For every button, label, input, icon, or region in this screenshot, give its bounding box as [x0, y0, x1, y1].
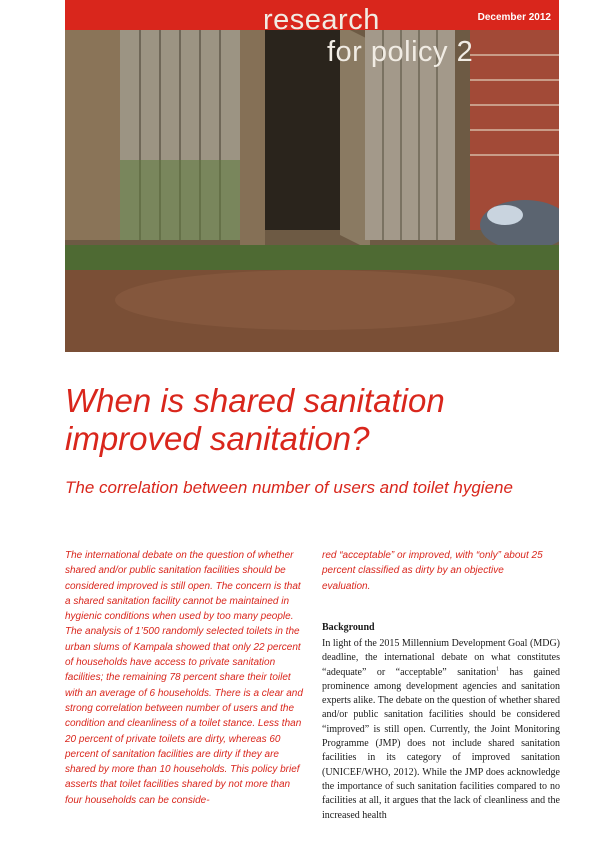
background-text-part2: has gained prominence among development agencies and sanitation experts alike. The debate on the question of whether shared and/or public sanitation facilities should be considered “improved” is still open. Currently, the Joint Monitoring Programme (JMP) does not include shared sanitation facilities in its category of improved sanitation (UNICEF/WHO, 2012). While the JMP does acknowledge the importance of such sanitation facilities compared to no facilities at all, it argues that the lack of cleanliness and the increased health [322, 666, 560, 821]
series-title-text: for policy [327, 36, 449, 68]
latrine-photo-illustration [65, 0, 559, 352]
series-title-line1: research [263, 4, 380, 36]
footnote-marker[interactable]: 1 [496, 666, 500, 673]
publication-date: December 2012 [477, 12, 551, 23]
series-number: 2 [456, 36, 474, 68]
page-title: When is shared sanitation improved sanitation? [65, 382, 445, 457]
background-text-part1: In light of the 2015 Millennium Development Goal (MDG) deadline, the international debate on what constitutes “adequate” or “acceptable” sanitation [322, 638, 560, 678]
series-title-line2 [327, 36, 473, 69]
cover-photo [65, 0, 559, 352]
page-subtitle: The correlation between number of users and toilet hygiene [65, 478, 513, 497]
section-heading-background: Background [322, 622, 375, 633]
abstract-left-column: The international debate on the question of whether shared and/or public sanitation facilities should be considered improved is still open. The concern is that a shared sanitation facility cannot be maintained in hygienic conditions when used by too many people. The analysis of 1’500 randomly selected toilets in the urban slums of Kampala showed that only 22 percent of households have access to private sanitation facilities; the remaining 78 percent share their toilet with an average of 6 households. There is a clear and strong correlation between number of users and the condition and cleanliness of a toilet stance. Less than 20 percent of private toilets are dirty, whereas 60 percent of sanitation facilities are dirty if they are shared by more than 10 households. This policy brief asserts that toilet facilities shared by not more than four households can be conside- [65, 550, 303, 806]
background-paragraph [322, 637, 560, 823]
abstract-right-column: red “acceptable” or improved, with “only” about 25 percent classified as dirty by an objective evaluation. [322, 550, 543, 592]
